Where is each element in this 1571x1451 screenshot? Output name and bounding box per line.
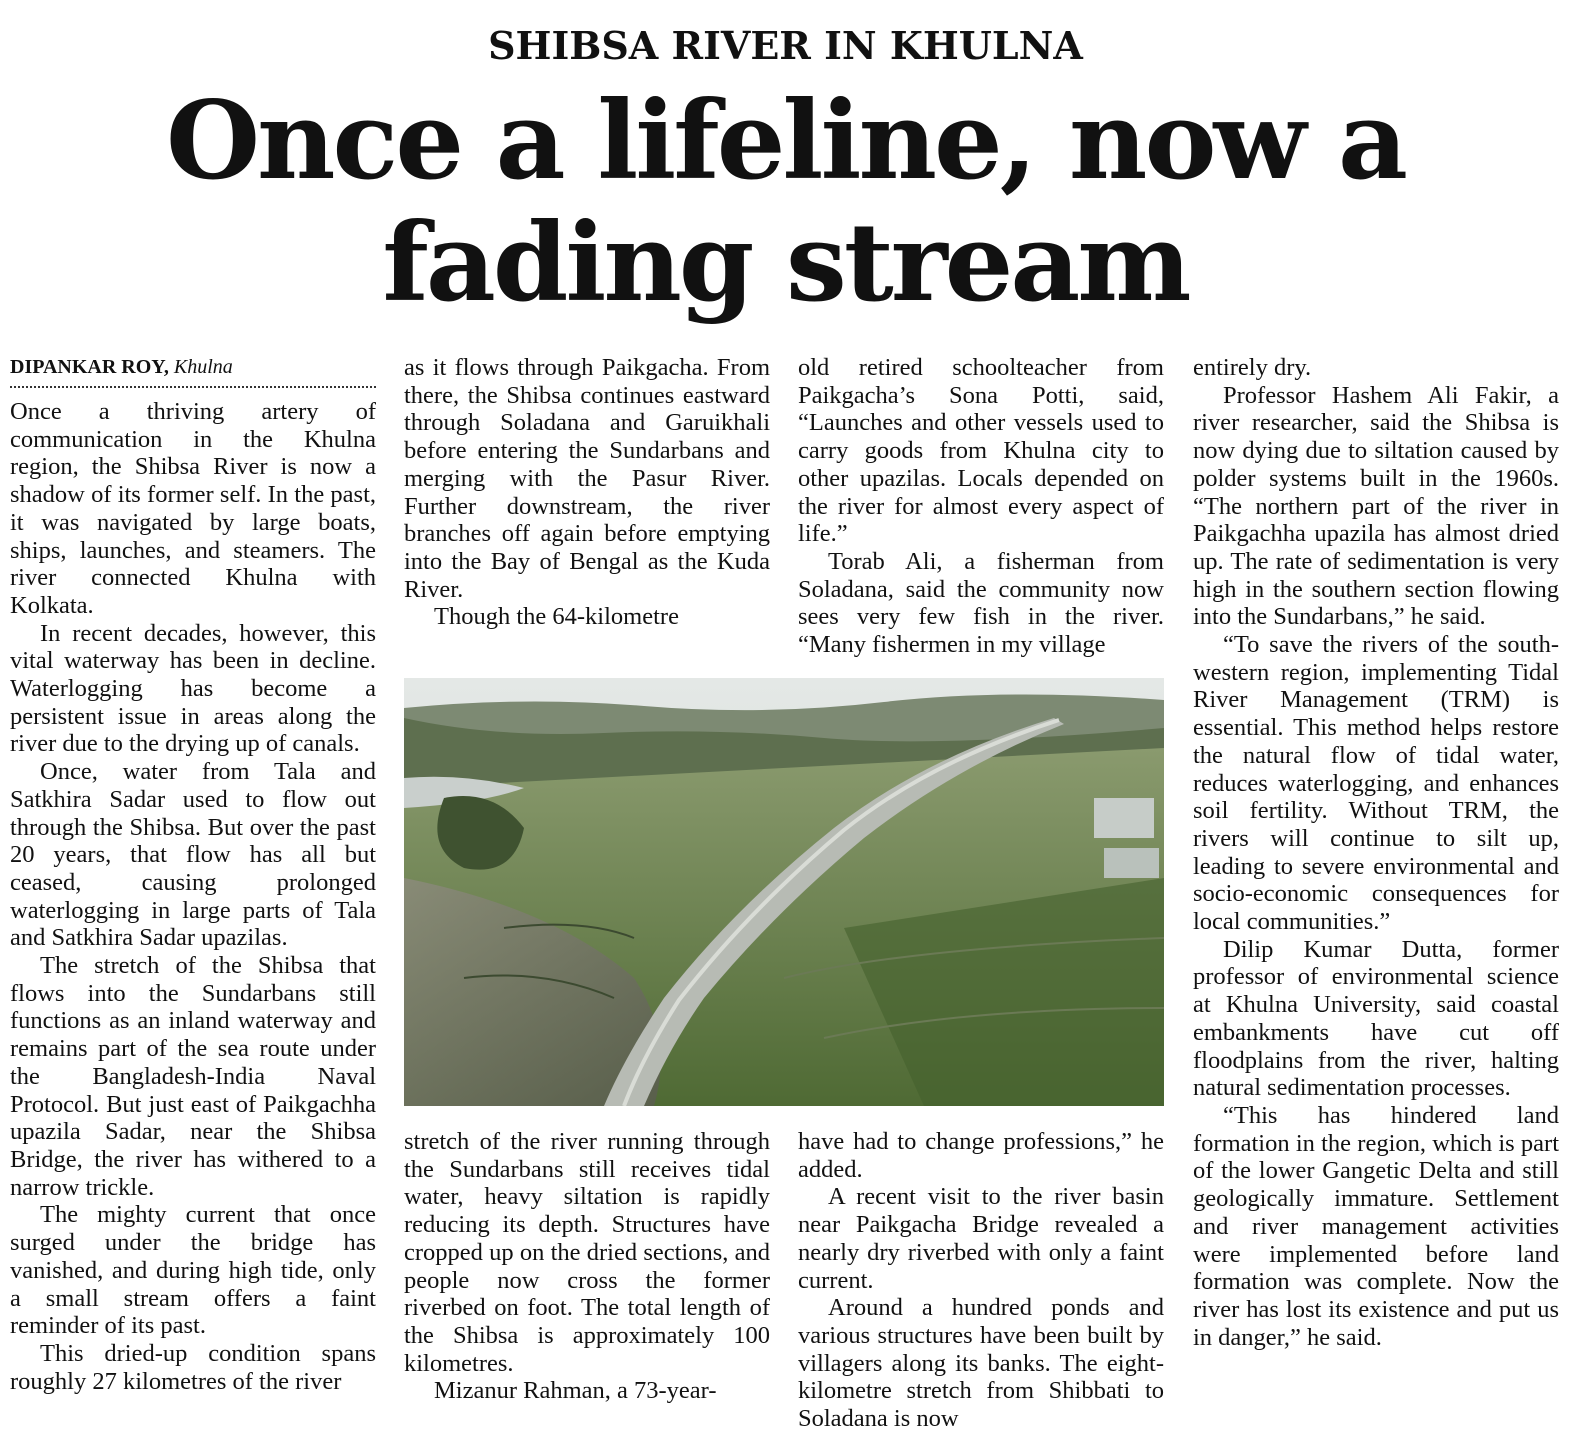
paragraph: Around a hundred ponds and various structures have been built by villagers along its banks. The eight-kilometre stretch from Shibbati to Soladana is now (798, 1294, 1164, 1433)
paragraph: Once a thriving artery of communication in the Khulna region, the Shibsa River is now a shadow of its former self. In the past, it was navigated by large boats, ships, launches, and steamers. The river connected Khulna with Kolkata. (10, 398, 376, 619)
column-1 (10, 354, 376, 1434)
paragraph: Once, water from Tala and Satkhira Sadar used to flow out through the Shibsa. But over the past 20 years, that flow has all but ceased, causing prolonged waterlogging in large parts of Tala and Satkhira Sadar upazilas. (10, 758, 376, 952)
paragraph: Professor Hashem Ali Fakir, a river researcher, said the Shibsa is now dying due to siltation caused by polder systems built in the 1960s. “The northern part of the river in Paikgachha upazila has almost dried up. The rate of sedimentation is very high in the southern section flowing into the Sundarbans,” he said. (1193, 381, 1559, 631)
column-2-bottom (404, 1128, 770, 1436)
paragraph: old retired schoolteacher from Paikgacha’s Sona Potti, said, “Launches and other vessels used to carry goods from Khulna city to other upazilas. Locals depended on the river for almost every aspect of life.” (798, 354, 1164, 548)
paragraph: “This has hindered land formation in the region, which is part of the lower Gangetic Delta and still geologically immature. Settlement and river management activities were implemented before land formation was complete. Now the river has lost its existence and put us in danger,” he said. (1193, 1101, 1559, 1351)
paragraph: stretch of the river running through the Sundarbans still receives tidal water, heavy siltation is rapidly reducing its depth. Structures have cropped up on the dried sections, and people now cross the former riverbed on foot. The total length of the Shibsa is approximately 100 kilometres. (404, 1128, 770, 1377)
headline-line-2: fading stream (382, 200, 1189, 326)
headline (0, 80, 1571, 324)
paragraph: “To save the rivers of the south-western region, implementing Tidal River Management (TRM) is essential. This method helps restore the natural flow of tidal water, reduces waterlogging, and enhances soil fertility. Without TRM, the rivers will continue to silt up, leading to severe environmental and socio-economic consequences for local communities.” (1193, 631, 1559, 936)
headline-line-1: Once a lifeline, now a (165, 78, 1406, 204)
byline (10, 354, 376, 388)
paragraph: In recent decades, however, this vital waterway has been in decline. Waterlogging has become a persistent issue in areas along the river due to the drying up of canals. (10, 619, 376, 758)
column-4 (1193, 354, 1559, 1436)
column-3-bottom (798, 1128, 1164, 1436)
paragraph: Dilip Kumar Dutta, former professor of environmental science at Khulna University, said coastal embankments have cut off floodplains from the river, halting natural sedimentation processes. (1193, 935, 1559, 1102)
column-3-top (798, 354, 1164, 664)
byline-author: DIPANKAR ROY, (10, 356, 169, 378)
kicker: SHIBSA RIVER IN KHULNA (488, 23, 1083, 68)
paragraph: A recent visit to the river basin near Paikgacha Bridge revealed a nearly dry riverbed with only a faint current. (798, 1183, 1164, 1294)
paragraph: entirely dry. (1193, 354, 1312, 381)
paragraph: Torab Ali, a fisherman from Soladana, said the community now sees very few fish in the river. “Many fishermen in my village (798, 547, 1164, 659)
paragraph: Though the 64-kilometre (434, 603, 679, 631)
aerial-river-photo (404, 678, 1164, 1106)
byline-place: Khulna (173, 356, 233, 378)
paragraph: have had to change professions,” he added. (798, 1128, 1164, 1183)
paragraph: as it flows through Paikgacha. From there, the Shibsa continues eastward through Soladana and Garuikhali before entering the Sundarbans and merging with the Pasur River. Further downstream, the river branches off again before emptying into the Bay of Bengal as the Kuda River. (404, 354, 770, 603)
paragraph: Mizanur Rahman, a 73-year- (434, 1377, 717, 1405)
paragraph: The stretch of the Shibsa that flows into the Sundarbans still functions as an inland waterway and remains part of the sea route under the Bangladesh-India Naval Protocol. But just east of Paikgachha upazila Sadar, near the Shibsa Bridge, the river has withered to a narrow trickle. (10, 952, 376, 1201)
paragraph: The mighty current that once surged under the bridge has vanished, and during high tide, only a small stream offers a faint reminder of its past. (10, 1201, 376, 1340)
paragraph: This dried-up condition spans roughly 27 kilometres of the river (10, 1339, 376, 1395)
column-2-top (404, 354, 770, 664)
